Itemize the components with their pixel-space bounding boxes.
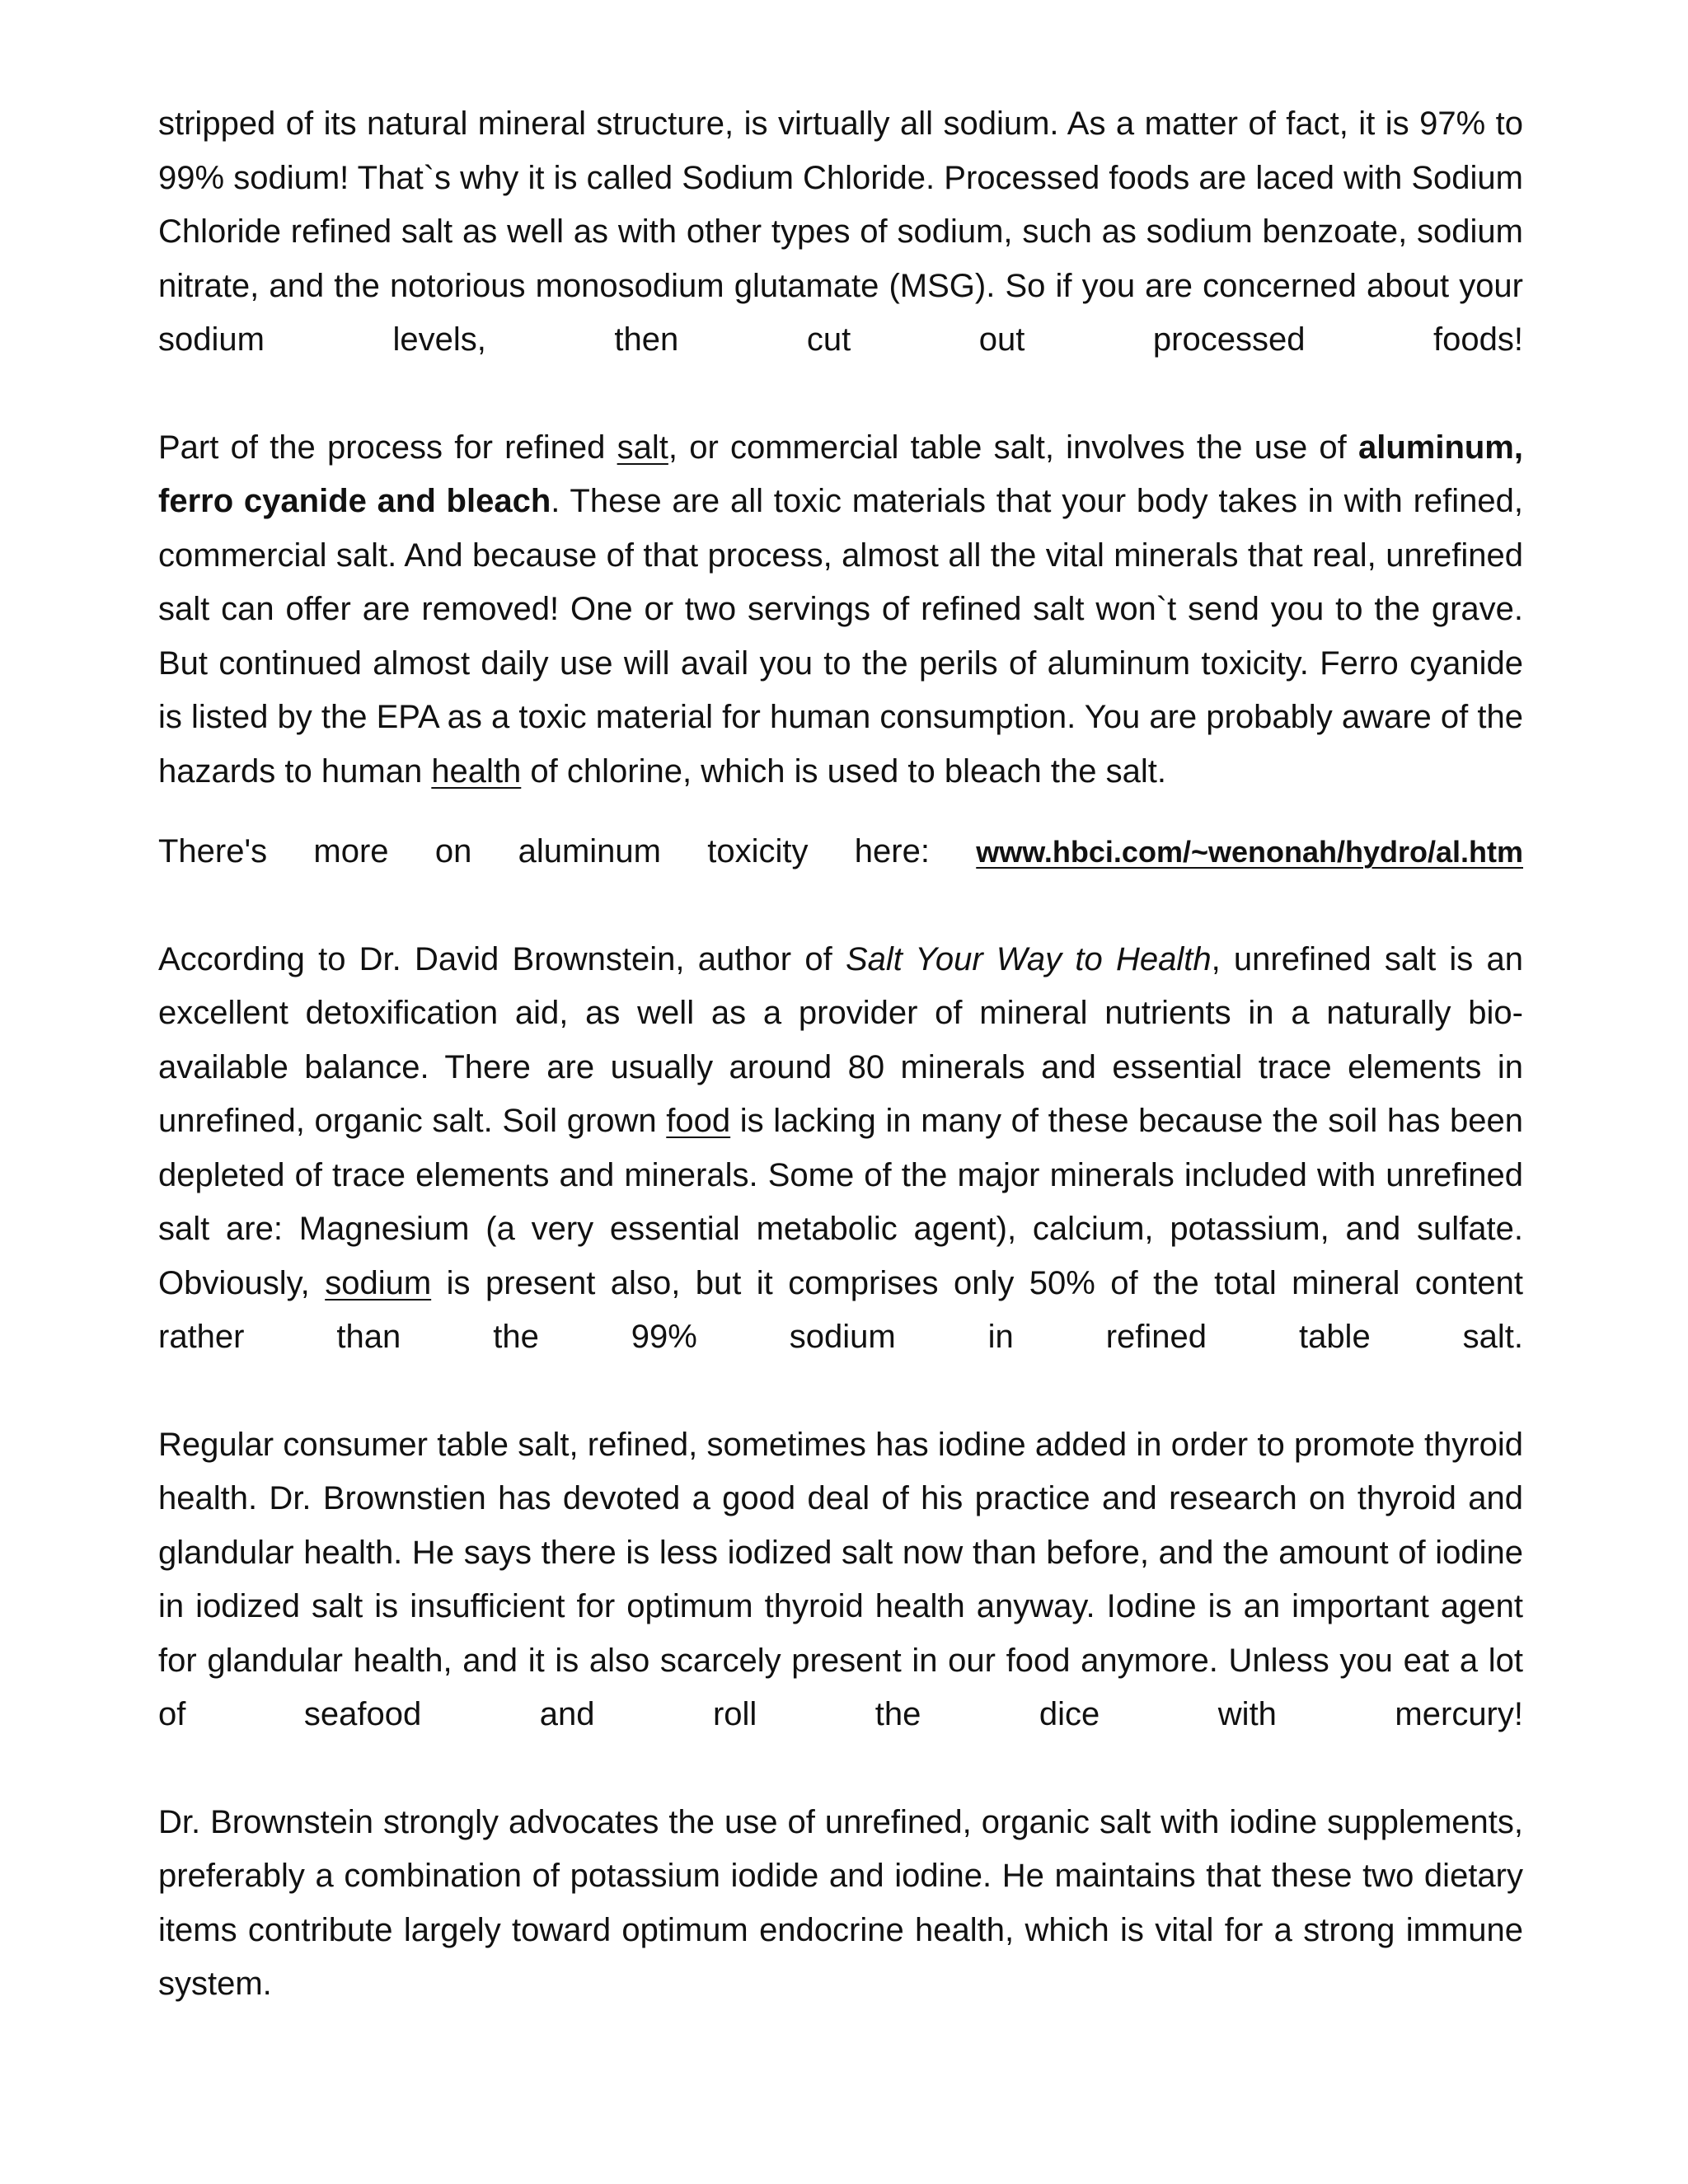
paragraph-refining-process [158,421,1523,799]
sodium-link[interactable]: sodium [325,1264,432,1301]
paragraph-text: There's more on aluminum toxicity here: [158,833,977,869]
paragraph-text: is lacking in many of these because the soil has been depleted of trace elements and minerals. Some of the major minerals included with unrefined salt are: Magnesium (a very essential metabolic agent), calcium, potassium, and sulfate. Obviously, [158,1103,1523,1301]
paragraph-iodine-thyroid: Regular consumer table salt, refined, sometimes has iodine added in order to promote thyroid health. Dr. Brownstien has devoted a good deal of his practice and research on thyroid and glandular health. He says there is less iodized salt now than before, and the amount of iodine in iodized salt is insufficient for optimum thyroid health anyway. Iodine is an important agent for glandular health, and it is also scarcely present in our food anymore. Unless you eat a lot of seafood and roll the dice with mercury! [158,1426,1523,1732]
paragraph-text: . These are all toxic materials that your body takes in with refined, commercial salt. And because of that process, almost all the vital minerals that real, unrefined salt can offer are removed! One or two servings of refined salt won`t send you to the grave. But continued almost daily use will avail you to the perils of aluminum toxicity. Ferro cyanide is listed by the EPA as a toxic material for human consumption. You are probably aware of the hazards to human [158,483,1523,790]
paragraph-text: , unrefined salt is an excellent detoxification aid, as well as a provider of mineral nutrients in a naturally bio-available balance. There are usually around 80 minerals and essential trace elements in unrefined, organic salt. Soil grown [158,940,1523,1139]
book-title: Salt Your Way to Health [845,940,1212,977]
paragraph-text: According to Dr. David Brownstein, author of [158,940,846,977]
paragraph-text: Part of the process for refined [158,429,617,466]
salt-link[interactable]: salt [617,429,668,466]
food-link[interactable]: food [666,1103,731,1139]
paragraph-sodium-processed-foods: stripped of its natural mineral structure, is virtually all sodium. As a matter of fact, it is 97% to 99% sodium! That`s why it is called Sodium Chloride. Processed foods are laced with Sodium Chloride refined salt as well as with other types of sodium, such as sodium benzoate, sodium nitrate, and the notorious monosodium glutamate (MSG). So if you are concerned about your sodium levels, then cut out processed foods! [158,105,1523,358]
paragraph-text: of chlorine, which is used to bleach the salt. [521,752,1166,790]
paragraph-text: is present also, but it comprises only 50% of the total mineral content rather than the 99% sodium in refined table salt. [158,1264,1523,1355]
paragraph-text: , or commercial table salt, involves the use of [668,429,1358,466]
document-page [158,97,1523,2012]
health-link[interactable]: health [431,752,522,790]
aluminum-toxicity-url-link[interactable]: www.hbci.com/~wenonah/hydro/al.htm [976,835,1523,869]
paragraph-brownstein-unrefined-salt [158,933,1523,1365]
paragraph-brownstein-advocacy: Dr. Brownstein strongly advocates the use of unrefined, organic salt with iodine supplements, preferably a combination of potassium iodide and iodine. He maintains that these two dietary items contribute largely toward optimum endocrine health, which is vital for a strong immune system. [158,1803,1523,2002]
toxic-materials-bold: aluminum, ferro cyanide and bleach [158,429,1523,519]
paragraph-aluminum-link [158,825,1523,879]
